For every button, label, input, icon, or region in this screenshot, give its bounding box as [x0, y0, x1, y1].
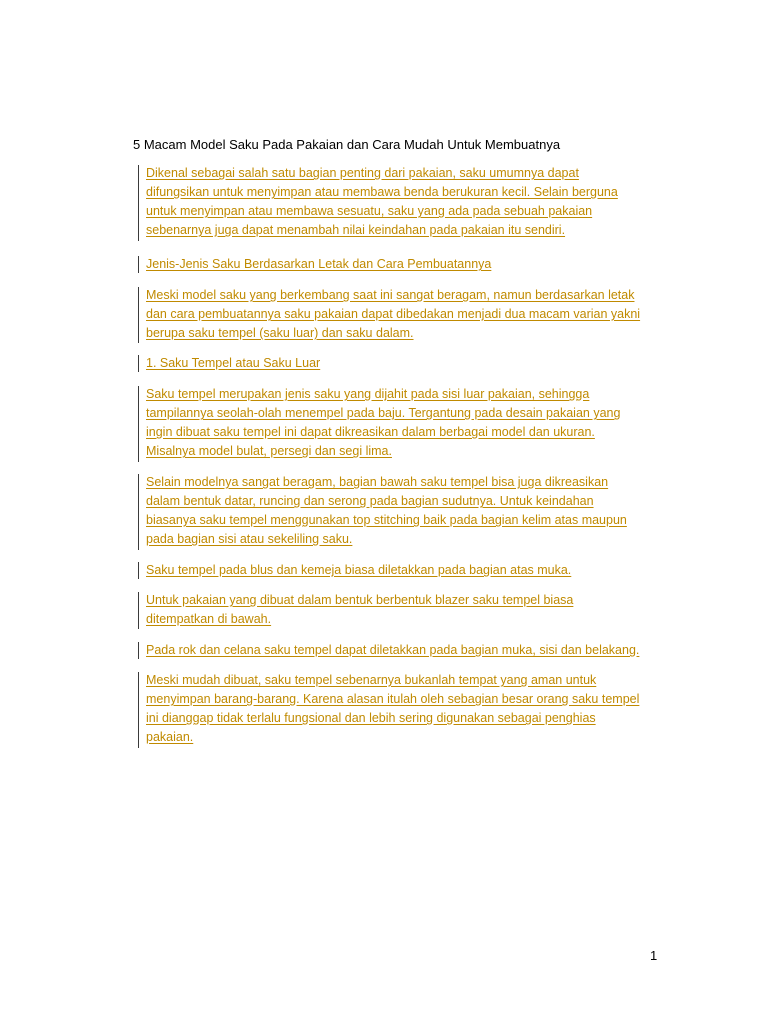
paragraph-line: berupa saku tempel (saku luar) dan saku dalam.	[146, 326, 414, 340]
paragraph-line: Meski model saku yang berkembang saat ini sangat beragam, namun berdasarkan letak	[146, 288, 635, 302]
revision-bar	[138, 474, 139, 550]
revision-bar	[138, 287, 139, 343]
paragraph	[146, 385, 666, 461]
paragraph-line: Pada rok dan celana saku tempel dapat diletakkan pada bagian muka, sisi dan belakang.	[146, 643, 640, 657]
revision-bar	[138, 672, 139, 748]
revision-bar	[138, 355, 139, 372]
paragraph-line: difungsikan untuk menyimpan atau membawa benda berukuran kecil. Selain berguna	[146, 185, 618, 199]
page-title: 5 Macam Model Saku Pada Pakaian dan Cara Mudah Untuk Membuatnya	[133, 137, 561, 152]
paragraph-line: ini dianggap tidak terlalu fungsional dan lebih sering digunakan sebagai penghias	[146, 711, 596, 725]
paragraph-line: Saku tempel merupakan jenis saku yang dijahit pada sisi luar pakaian, sehingga	[146, 387, 590, 401]
paragraph-line: menyimpan barang-barang. Karena alasan itulah oleh sebagian besar orang saku tempel	[146, 692, 640, 706]
paragraph-line: Saku tempel pada blus dan kemeja biasa diletakkan pada bagian atas muka.	[146, 563, 572, 577]
section-heading	[146, 255, 666, 274]
paragraph	[146, 286, 666, 343]
paragraph-line: 1. Saku Tempel atau Saku Luar	[146, 356, 321, 370]
revision-bar	[138, 562, 139, 579]
paragraph-line: biasanya saku tempel menggunakan top stitching baik pada bagian kelim atas maupun	[146, 513, 627, 527]
paragraph-line: dalam bentuk datar, runcing dan serong pada bagian sudutnya. Untuk keindahan	[146, 494, 594, 508]
paragraph-line: Misalnya model bulat, persegi dan segi lima.	[146, 444, 392, 458]
paragraph-line: sebenarnya juga dapat menambah nilai keindahan pada pakaian itu sendiri.	[146, 223, 566, 237]
paragraph	[146, 164, 666, 240]
paragraph	[146, 671, 666, 747]
page-number: 1	[650, 948, 658, 963]
revision-bar	[138, 592, 139, 629]
paragraph-line: pakaian.	[146, 730, 194, 744]
revision-bar	[138, 386, 139, 462]
paragraph-line: dan cara pembuatannya saku pakaian dapat dibedakan menjadi dua macam varian yakni	[146, 307, 641, 321]
paragraph-line: tampilannya seolah-olah menempel pada baju. Tergantung pada desain pakaian yang	[146, 406, 621, 420]
section-heading	[146, 354, 666, 373]
paragraph-line: Meski mudah dibuat, saku tempel sebenarnya bukanlah tempat yang aman untuk	[146, 673, 597, 687]
paragraph-line: Dikenal sebagai salah satu bagian penting dari pakaian, saku umumnya dapat	[146, 166, 579, 180]
revision-bar	[138, 256, 139, 273]
revision-bar	[138, 165, 139, 241]
paragraph-line: pada bagian sisi atau sekeliling saku.	[146, 532, 353, 546]
paragraph-line: ditempatkan di bawah.	[146, 612, 272, 626]
paragraph-line: Selain modelnya sangat beragam, bagian bawah saku tempel bisa juga dikreasikan	[146, 475, 609, 489]
paragraph-line: Untuk pakaian yang dibuat dalam bentuk berbentuk blazer saku tempel biasa	[146, 593, 574, 607]
paragraph	[146, 591, 666, 629]
paragraph	[146, 473, 666, 549]
paragraph-line: ingin dibuat saku tempel ini dapat dikreasikan dalam berbagai model dan ukuran.	[146, 425, 595, 439]
revision-bar	[138, 642, 139, 659]
paragraph	[146, 641, 666, 660]
paragraph	[146, 561, 666, 580]
paragraph-line: untuk menyimpan atau membawa sesuatu, saku yang ada pada sebuah pakaian	[146, 204, 593, 218]
paragraph-line: Jenis-Jenis Saku Berdasarkan Letak dan Cara Pembuatannya	[146, 257, 492, 271]
